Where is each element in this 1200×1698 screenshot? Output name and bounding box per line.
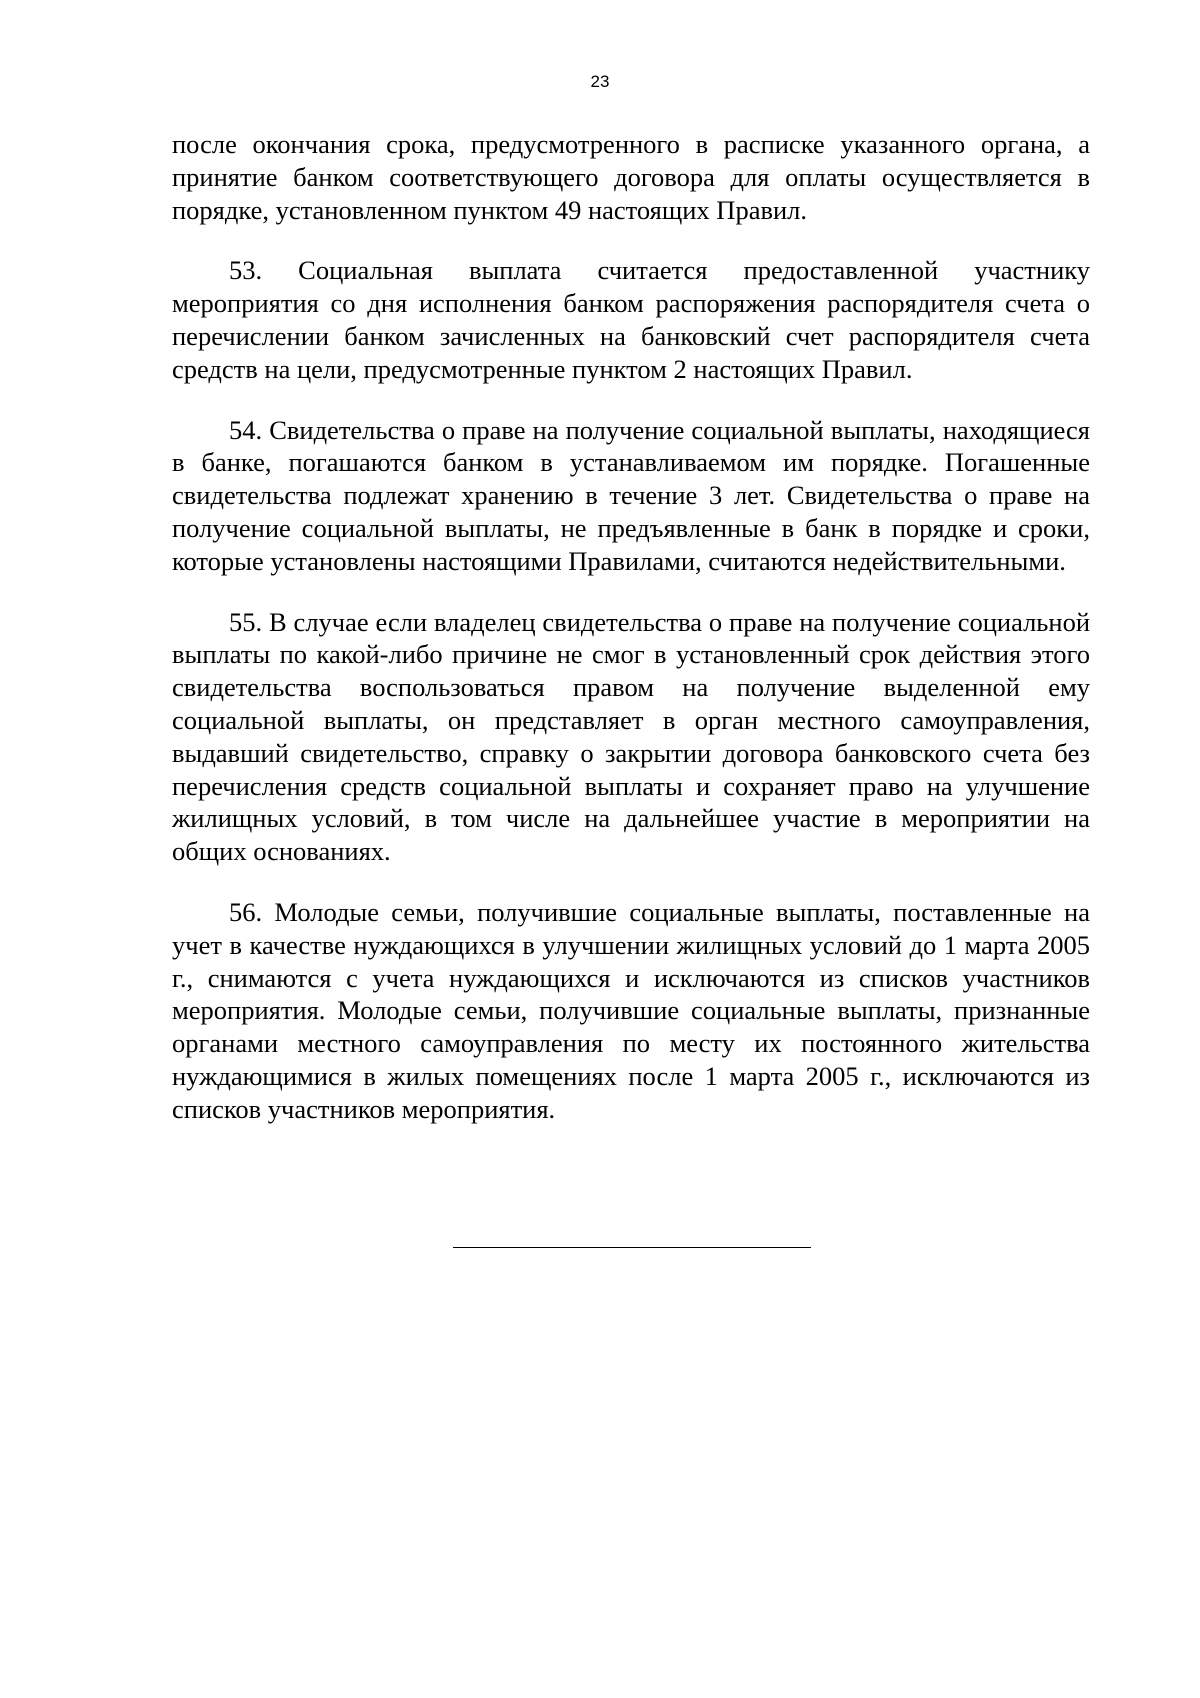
- page-number: 23: [590, 72, 610, 91]
- paragraph-continuation: после окончания срока, предусмотренного в расписке указанного органа, а принятие банком соответствующего договора для оплаты осуществляется в порядке, установленном пунктом 49 настоящих Правил.: [172, 129, 1090, 225]
- paragraph-54: 54. Свидетельства о праве на получение социальной выплаты, находящиеся в банке, погашаются банком в устанавливаемом им порядке. Погашенные свидетельства подлежат хранению в течение 3 лет. Свидетельства о праве на получение социальной выплаты, не предъявленные в банк в порядке и сроки, которые установлены настоящими Правилами, считаются недействительными.: [172, 414, 1090, 576]
- document-body: [172, 128, 1090, 1126]
- paragraph-55: 55. В случае если владелец свидетельства о праве на получение социальной выплаты по какой-либо причине не смог в установленный срок действия этого свидетельства воспользоваться правом на получение выделенной ему социальной выплаты, он представляет в орган местного самоуправления, выдавший свидетельство, справку о закрытии договора банковского счета без перечисления средств социальной выплаты и сохраняет право на улучшение жилищных условий, в том числе на дальнейшее участие в мероприятии на общих основаниях.: [172, 606, 1090, 867]
- paragraph-56: 56. Молодые семьи, получившие социальные выплаты, поставленные на учет в качестве нуждающихся в улучшении жилищных условий до 1 марта 2005 г., снимаются с учета нуждающихся и исключаются из списков участников мероприятия. Молодые семьи, получившие социальные выплаты, признанные органами местного самоуправления по месту их постоянного жительства нуждающимися в жилых помещениях после 1 марта 2005 г., исключаются из списков участников мероприятия.: [172, 896, 1090, 1124]
- end-of-document-rule: [453, 1247, 811, 1248]
- paragraph-53: 53. Социальная выплата считается предоставленной участнику мероприятия со дня исполнения банком распоряжения распорядителя счета о перечислении банком зачисленных на банковский счет распорядителя счета средств на цели, предусмотренные пунктом 2 настоящих Правил.: [172, 255, 1090, 384]
